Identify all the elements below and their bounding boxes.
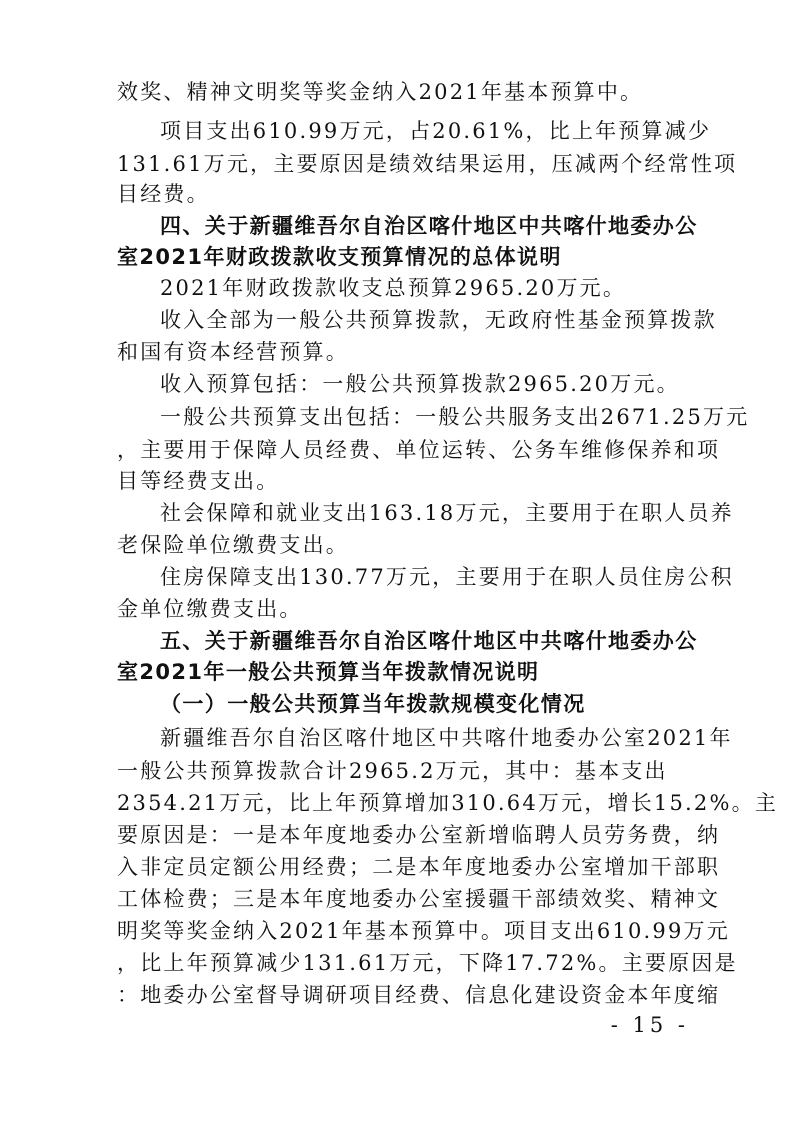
body-text-line: 131.61万元，主要原因是绩效结果运用，压减两个经常性项 [117, 152, 738, 176]
body-text-line: 社会保障和就业支出163.18万元，主要用于在职人员养 [160, 501, 734, 525]
body-text-line: ，比上年预算减少131.61万元，下降17.72%。主要原因是 [117, 951, 738, 975]
page-number: - 15 - [610, 1013, 689, 1037]
body-text-line: 工体检费；三是本年度地委办公室援疆干部绩效奖、精神文 [117, 887, 721, 911]
section-heading-line: 五、关于新疆维吾尔自治区喀什地区中共喀什地委办公 [160, 629, 698, 653]
body-text-line: 目经费。 [117, 182, 210, 206]
body-text-line: 收入全部为一般公共预算拨款，无政府性基金预算拨款 [160, 308, 717, 332]
subsection-heading: （一）一般公共预算当年拨款规模变化情况 [160, 692, 586, 716]
body-text-line: 金单位缴费支出。 [117, 597, 303, 621]
body-text-line: 和国有资本经营预算。 [117, 340, 349, 364]
body-text-line: 收入预算包括：一般公共预算拨款2965.20万元。 [160, 372, 680, 396]
body-text-line: 一般公共预算拨款合计2965.2万元，其中：基本支出 [117, 759, 668, 783]
body-text-line: 明奖等奖金纳入2021年基本预算中。项目支出610.99万元 [117, 919, 730, 943]
body-text-line: 目等经费支出。 [117, 469, 280, 493]
body-text-line: ：地委办公室督导调研项目经费、信息化建设资金本年度缩 [117, 983, 721, 1007]
body-text-line: 入非定员定额公用经费；二是本年度地委办公室增加干部职 [117, 855, 721, 879]
body-text-line: 一般公共预算支出包括：一般公共服务支出2671.25万元 [160, 405, 750, 429]
body-text-line: 2021年财政拨款收支总预算2965.20万元。 [160, 276, 627, 300]
body-text-line: 效奖、精神文明奖等奖金纳入2021年基本预算中。 [117, 80, 644, 104]
body-text-line: 要原因是：一是本年度地委办公室新增临聘人员劳务费，纳 [117, 823, 721, 847]
body-text-line: ，主要用于保障人员经费、单位运转、公务车维修保养和项 [117, 438, 721, 462]
body-text-line: 项目支出610.99万元，占20.61%，比上年预算减少 [160, 119, 712, 143]
section-heading-line: 室2021年一般公共预算当年拨款情况说明 [117, 660, 540, 684]
section-heading-line: 四、关于新疆维吾尔自治区喀什地区中共喀什地委办公 [160, 214, 698, 238]
body-text-line: 住房保障支出130.77万元，主要用于在职人员住房公积 [160, 565, 734, 589]
body-text-line: 老保险单位缴费支出。 [117, 533, 349, 557]
body-text-line: 2354.21万元，比上年预算增加310.64万元，增长15.2%。主 [117, 791, 779, 815]
body-text-line: 新疆维吾尔自治区喀什地区中共喀什地委办公室2021年 [160, 726, 733, 750]
section-heading-line: 室2021年财政拨款收支预算情况的总体说明 [117, 245, 562, 269]
